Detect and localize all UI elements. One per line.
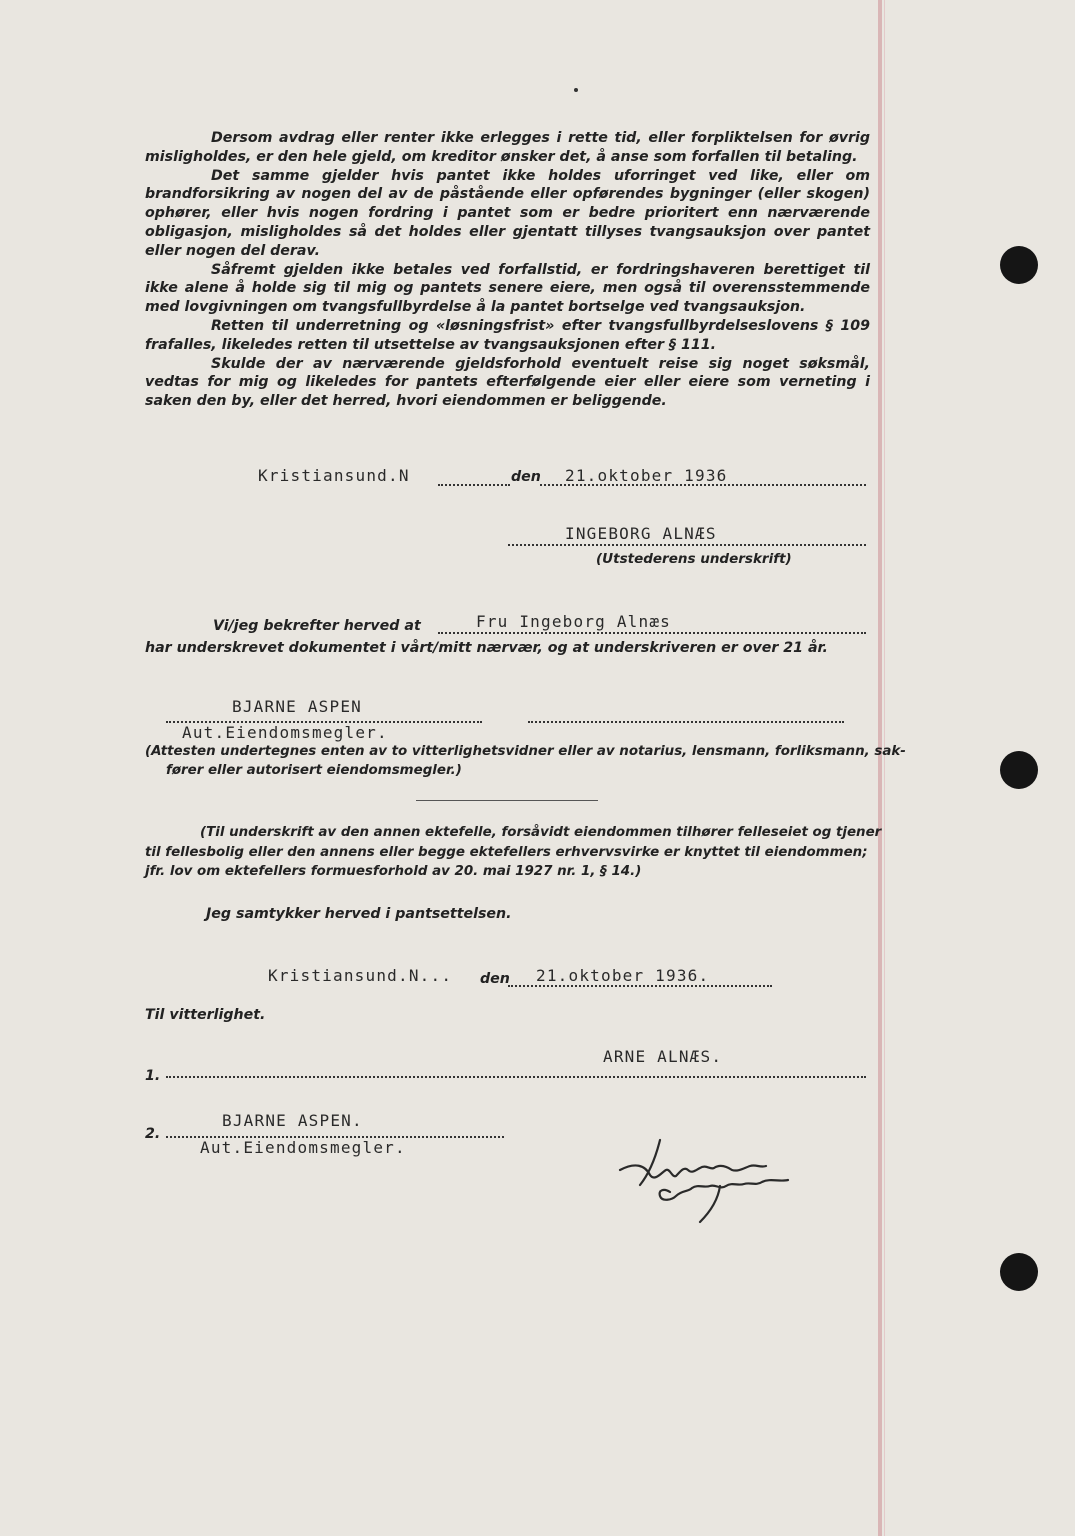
- dotted-fill: [508, 985, 772, 987]
- confirm-text: har underskrevet dokumentet i vårt/mitt nærvær, og at underskriveren er over 21 år.: [145, 640, 828, 656]
- dotted-fill: [438, 484, 510, 486]
- witness-line-2: [528, 721, 844, 723]
- place-2: Kristiansund.N...: [268, 966, 453, 985]
- witness-number-1: 1.: [145, 1068, 161, 1084]
- dotted-fill: [438, 632, 866, 634]
- paragraph-notice: Retten til underretning og «løsningsfrist» efter tvangsfullbyrdelseslovens § 109 frafalles, likeledes retten til utsettelse av tvangsauksjonen efter § 111.: [145, 317, 870, 353]
- den-label-1: den: [511, 469, 541, 485]
- divider: [416, 800, 598, 801]
- witness-2-title: Aut.Eiendomsmegler.: [200, 1138, 406, 1157]
- den-label-2: den: [480, 971, 510, 987]
- punch-hole-icon: [1000, 1253, 1038, 1291]
- witness-2-name: BJARNE ASPEN.: [222, 1111, 363, 1130]
- spouse-note-2: til fellesbolig eller den annens eller begge ektefellers erhvervsvirke er knyttet til eiendommen;: [145, 845, 868, 860]
- witness-number-2: 2.: [145, 1126, 161, 1142]
- red-margin-line-secondary: [884, 0, 885, 1536]
- witness-line-numbered-1: [166, 1076, 866, 1078]
- spouse-signature-name: ARNE ALNÆS.: [603, 1047, 723, 1066]
- ink-dot: [574, 88, 578, 92]
- witness-note-2: fører eller autorisert eiendomsmegler.): [166, 763, 462, 778]
- consent-text: Jeg samtykker herved i pantsettelsen.: [206, 906, 512, 922]
- handwritten-signature: [600, 1130, 810, 1230]
- spouse-note-3: jfr. lov om ektefellers formuesforhold av 20. mai 1927 nr. 1, § 14.): [145, 864, 642, 879]
- place-1: Kristiansund.N: [258, 466, 410, 485]
- confirm-label: Vi/jeg bekrefter herved at: [213, 618, 421, 634]
- issuer-caption: (Utstederens underskrift): [596, 551, 792, 567]
- red-margin-line: [878, 0, 882, 1536]
- paragraph-fire-insurance: Det samme gjelder hvis pantet ikke holdes uforringet ved like, eller om brandforsikring av nogen del av de påstående eller opførendes bygninger (eller skogen) ophører, eller hvis nogen fordring i pantet som er bedre prioritert enn nærværende obligasjon, misligholdes så det holdes eller gjentatt tillyses tvangsauksjon over pantet eller nogen del derav.: [145, 167, 870, 259]
- spouse-note-1: (Til underskrift av den annen ektefelle, forsåvidt eiendommen tilhører felleseiet og tjener: [200, 825, 882, 840]
- witness-name: BJARNE ASPEN: [232, 697, 362, 716]
- date-1: 21.oktober 1936: [565, 466, 728, 485]
- punch-hole-icon: [1000, 246, 1038, 284]
- issuer-name: INGEBORG ALNÆS: [565, 524, 717, 543]
- paragraph-venue: Skulde der av nærværende gjeldsforhold eventuelt reise sig noget søksmål, vedtas for mig og likeledes for pantets efterfølgende eier eller eiere som verneting i saken den by, eller det herred, hvori eiendommen er beliggende.: [145, 355, 870, 410]
- witness-title: Aut.Eiendomsmegler.: [182, 723, 388, 742]
- witness-note-1: (Attesten undertegnes enten av to vitterlighetsvidner eller av notarius, lensmann, forliksmann, sak-: [145, 744, 906, 759]
- til-vitterlighet: Til vitterlighet.: [145, 1007, 266, 1023]
- paragraph-due-payment: Såfremt gjelden ikke betales ved forfallstid, er fordringshaveren berettiget til ikke alene å holde sig til mig og pantets senere eiere, men også til overensstemmende med lovgivningen om tvangsfullbyrdelse å la pantet bortselge ved tvangsauksjon.: [145, 261, 870, 316]
- terms-paragraphs: [145, 129, 870, 411]
- confirm-person: Fru Ingeborg Alnæs: [476, 612, 671, 631]
- signature-line: [508, 544, 866, 546]
- paragraph-default: Dersom avdrag eller renter ikke erlegges i rette tid, eller forpliktelsen for øvrig misligholdes, er den hele gjeld, om kreditor ønsker det, å anse som forfallen til betaling.: [145, 130, 870, 165]
- date-2: 21.oktober 1936.: [536, 966, 710, 985]
- punch-hole-icon: [1000, 751, 1038, 789]
